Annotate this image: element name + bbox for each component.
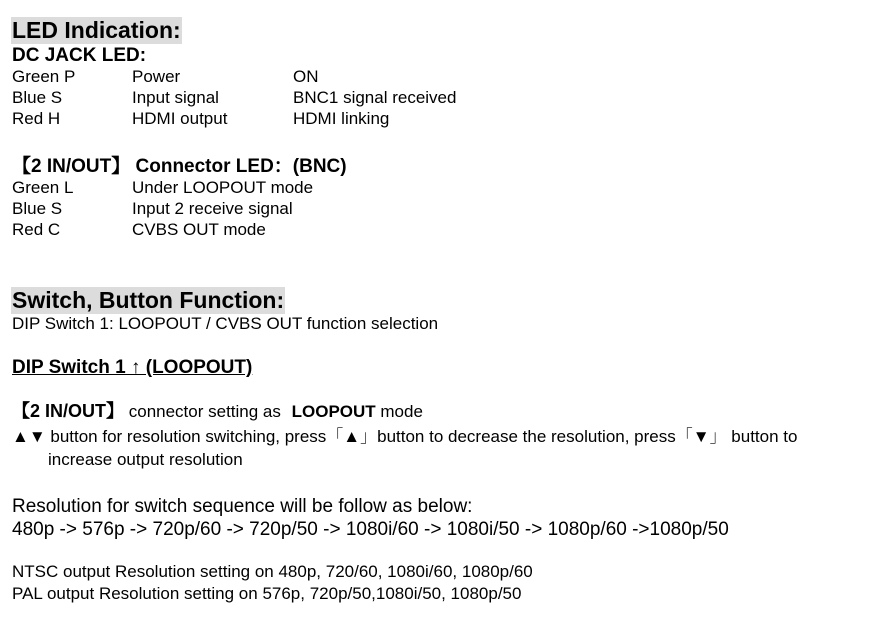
mode-suffix: mode xyxy=(375,402,423,421)
pal-setting: PAL output Resolution setting on 576p, 720p/50,1080i/50, 1080p/50 xyxy=(12,584,522,603)
sequence-intro: Resolution for switch sequence will be follow as below: xyxy=(12,496,473,517)
connector-label: 【2 IN/OUT】 xyxy=(12,401,125,421)
dip-switch-description: DIP Switch 1: LOOPOUT / CVBS OUT function selection xyxy=(12,314,439,333)
led-state: HDMI linking xyxy=(293,109,390,128)
dip-switch-subheading: DIP Switch 1 ↑ (LOOPOUT) xyxy=(12,357,253,378)
led-color: Red H xyxy=(12,109,61,128)
led-color: Green L xyxy=(12,178,74,197)
led-item: Input signal xyxy=(132,88,219,107)
led-indication-heading: LED Indication: xyxy=(12,17,181,43)
led-item: Power xyxy=(132,67,181,86)
led-item: CVBS OUT mode xyxy=(132,220,266,239)
led-state: BNC1 signal received xyxy=(293,88,457,107)
ntsc-setting: NTSC output Resolution setting on 480p, 720/60, 1080i/60, 1080p/60 xyxy=(12,562,533,581)
led-item: HDMI output xyxy=(132,109,228,128)
led-item: Under LOOPOUT mode xyxy=(132,178,314,197)
connector-led-heading: 【2 IN/OUT】 Connector LED：(BNC) xyxy=(12,156,347,177)
led-item: Input 2 receive signal xyxy=(132,199,293,218)
switch-function-heading: Switch, Button Function: xyxy=(12,287,285,313)
button-instructions-line2: increase output resolution xyxy=(48,450,243,469)
led-color: Blue S xyxy=(12,199,63,218)
loopout-mode: LOOPOUT xyxy=(291,402,376,421)
connector-setting-line xyxy=(12,401,423,422)
led-color: Green P xyxy=(12,67,76,86)
button-instructions-line1: ▲▼ button for resolution switching, press「▲」button to decrease the resolution, press「▼」 button to xyxy=(12,427,798,446)
led-color: Blue S xyxy=(12,88,63,107)
led-color: Red C xyxy=(12,220,61,239)
connector-setting-text: connector setting as xyxy=(124,402,286,421)
dc-jack-heading: DC JACK LED: xyxy=(12,45,147,66)
resolution-sequence: 480p -> 576p -> 720p/60 -> 720p/50 -> 1080i/60 -> 1080i/50 -> 1080p/60 ->1080p/50 xyxy=(12,519,729,540)
led-state: ON xyxy=(293,67,319,86)
